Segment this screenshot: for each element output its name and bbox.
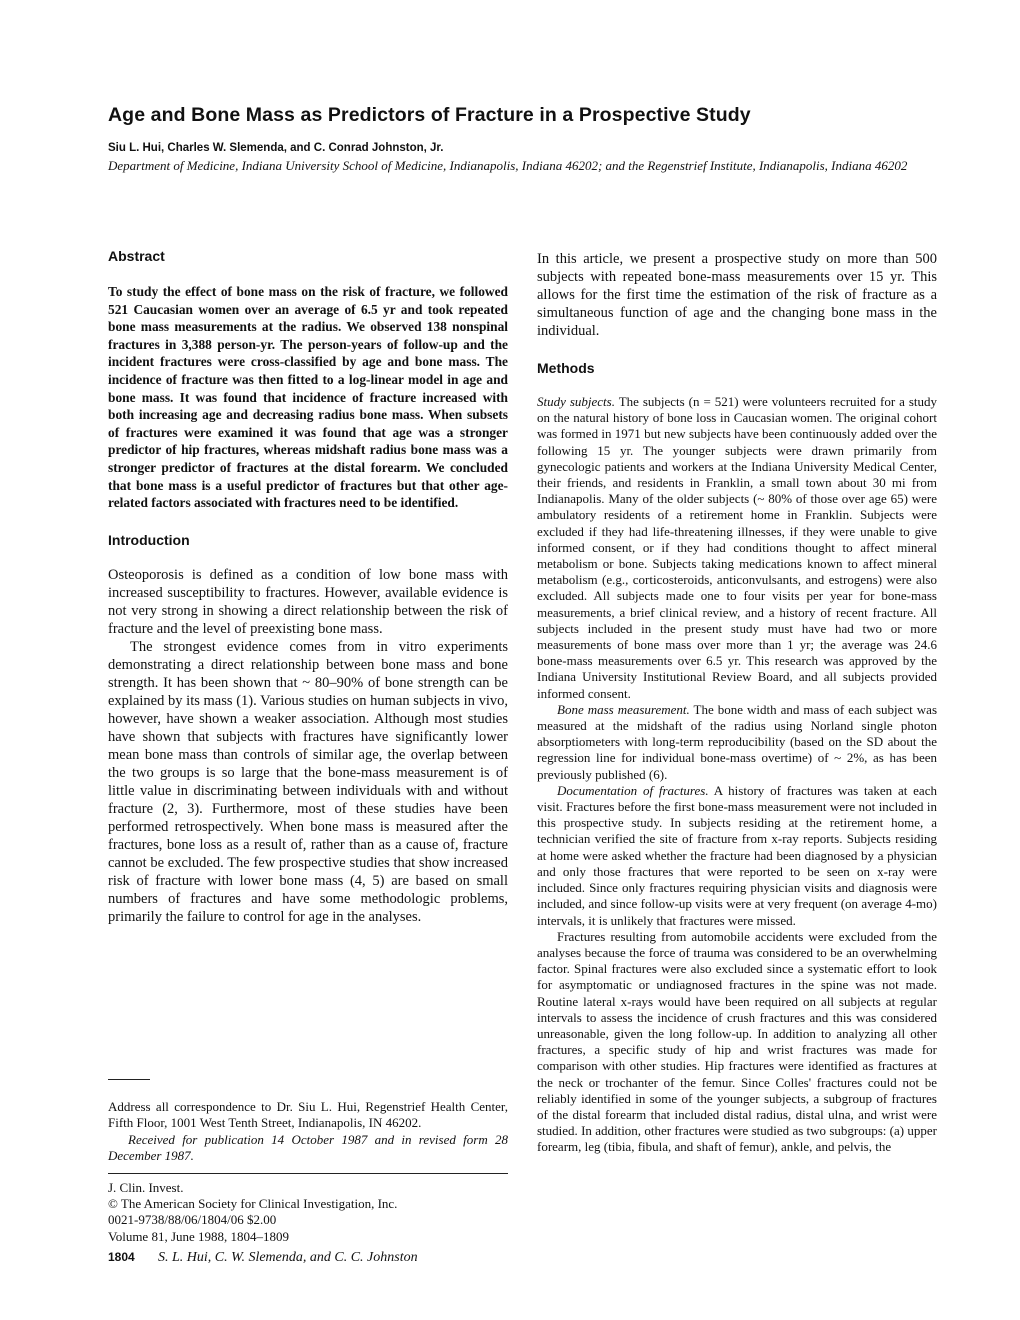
abstract-text: To study the effect of bone mass on the risk of fracture, we followed 521 Caucasian women over an average of 6.5 yr and took repeated bone mass measurements at the radius. We observed 138 nonspinal fractures in 3,388 person-yr. The person-years of follow-up and the incident fractures were cross-classified by age and bone mass. The incidence of fracture was then fitted to a log-linear model in age and bone mass. It was found that incidence of fracture increased with both increasing age and decreasing radius bone mass. When subsets of fractures were examined it was found that age was a stronger predictor of hip fractures, whereas midshaft radius bone mass was a stronger predictor of fractures at the distal forearm. We concluded that bone mass is a useful predictor of fractures but that other age-related factors associated with fractures need to be identified.: [108, 284, 508, 511]
methods-paragraph: [537, 783, 937, 929]
subsection-title: Bone mass measurement.: [557, 701, 690, 717]
paragraph-text: A history of fractures was taken at each visit. Fractures before the first bone-mass measurement were not included in this prospective study. In subjects residing at the retirement home, a technician verified the site of fracture from x-ray reports. Subjects residing at home were asked whether the fracture had been diagnosed by a physician and only those fractures that were reported to be seen on x-ray were included. Since only fractures requiring physician visits and diagnosis were included, and since follow-up visits were at very frequent (on average 4-mo) intervals, it is unlikely that fractures were missed.: [537, 782, 937, 928]
intro-paragraph: In this article, we present a prospective study on more than 500 subjects with repeated bone-mass measurements over 15 yr. This allows for the first time the estimation of the risk of fracture as a simultaneous function of age and the changing bone mass in the individual.: [537, 251, 937, 339]
footnotes: [108, 1079, 508, 1245]
author-list: Siu L. Hui, Charles W. Slemenda, and C. Conrad Johnston, Jr.: [108, 142, 444, 154]
methods-heading: Methods: [537, 360, 595, 376]
footnote-divider: [108, 1079, 150, 1080]
page-number: 1804: [108, 1250, 135, 1264]
journal-name: J. Clin. Invest.: [108, 1179, 184, 1195]
received-note: Received for publication 14 October 1987 and in revised form 28 December 1987.: [108, 1131, 508, 1164]
right-column: [537, 250, 937, 1156]
abstract-heading: Abstract: [108, 248, 165, 264]
paragraph-text: The bone width and mass of each subject was measured at the midshaft of the radius using Norland single photon absorptiometers with long-term reproducibility (based on the SD about the regression line for individual bone-mass overtime) of ~ 2%, as has been previously published (6).: [537, 701, 937, 782]
methods-paragraph: [537, 702, 937, 783]
affiliation: Department of Medicine, Indiana University School of Medicine, Indianapolis, Indiana 46202; and the Regenstrief Institute, Indianapolis, Indiana 46202: [108, 158, 908, 173]
publication-divider: [108, 1173, 508, 1174]
volume-line: Volume 81, June 1988, 1804–1809: [108, 1228, 290, 1244]
correspondence-note: Address all correspondence to Dr. Siu L. Hui, Regenstrief Health Center, Fifth Floor, 1001 West Tenth Street, Indianapolis, IN 46202.: [108, 1099, 508, 1131]
issn-line: 0021-9738/88/06/1804/06 $2.00: [108, 1212, 277, 1228]
subsection-title: Documentation of fractures.: [557, 782, 709, 798]
paragraph-text: Fractures resulting from automobile accidents were excluded from the analyses because the force of trauma was considered to be an overwhelming factor. Spinal fractures were also excluded since a systematic effort to look for asymptomatic or undiagnosed fractures in the spine was not made. Routine lateral x-rays would have been required on all subjects at regular intervals to assess the incidence of crush fractures and this was considered unreasonable, given the long follow-up. In addition to analyzing all other fractures, a specific study of hip and wrist fractures was made for comparison with other studies. Hip fractures were identified as fractures at the neck or trochanter of the femur. Since Colles' fractures could not be reliably identified in some of the younger subjects, a subgroup of fractures of the distal forearm that included distal radius, distal ulna, and wrist were studied. In addition, other fractures were studied as two subgroups: (a) upper forearm, leg (tibia, fibula, and shaft of femur), ankle, and pelvis, the: [537, 928, 937, 1155]
copyright-line: © The American Society for Clinical Investigation, Inc.: [108, 1196, 398, 1212]
intro-paragraph: The strongest evidence comes from in vitro experiments demonstrating a direct relationship between bone mass and bone strength. It has been shown that ~ 80–90% of bone strength can be explained by its mass (1). Various studies on human subjects in vivo, however, have shown a weaker association. Although most studies have shown that subjects with fractures have significantly lower mean bone mass than controls of similar age, the overlap between the two groups is so large that the bone-mass measurement is of little value in discriminating between individuals with and without fracture (2, 3). Furthermore, most of these studies have been performed retrospectively. When bone mass is measured after the fractures, bone loss as a result of, rather than as a cause of, fracture cannot be excluded. The few prospective studies that show increased risk of fracture with lower bone mass (4, 5) are based on small numbers of fractures and have some methodologic problems, primarily the failure to control for age in the analyses.: [108, 638, 508, 925]
left-column: [108, 248, 508, 926]
running-head: S. L. Hui, C. W. Slemenda, and C. C. Johnston: [157, 1250, 418, 1265]
paper-title: Age and Bone Mass as Predictors of Fracture in a Prospective Study: [108, 104, 751, 126]
methods-paragraph: [537, 929, 937, 1156]
introduction-body: [108, 566, 508, 926]
subsection-title: Study subjects.: [537, 394, 615, 409]
introduction-continued: [537, 250, 937, 340]
introduction-heading: Introduction: [108, 531, 190, 548]
paragraph-text: The subjects (n = 521) were volunteers recruited for a study on the natural history of bone loss in Caucasian women. The original cohort was formed in 1971 but new subjects have been continuously added over the following 15 yr. The younger subjects were drawn primarily from gynecologic patients and workers at the Indiana University Medical Center, their friends, and residents in Franklin, a small town about 30 mi from Indianapolis. Many of the older subjects (~ 80% of those over age 65) were ambulatory residents of a retirement home in Franklin. Subjects were excluded if they had life-threatening illnesses, if they were unable to give informed consent, or if they had conditions thought to affect mineral metabolism or bone. Subjects taking medications known to affect mineral metabolism (e.g., corticosteroids, anticonvulsants, and estrogens) were also excluded. All subjects made one to four visits per year for bone-mass measurements, a brief clinical review, and a history of recent fracture. All subjects included in the present study must have had two or more measurements of bone mass over more than 1 yr; the average was 24.6 bone-mass measurements over 6.5 yr. This research was approved by the Indiana University Institutional Review Board, and all subjects provided informed consent.: [537, 394, 937, 701]
methods-body: [537, 394, 937, 1156]
methods-paragraph: [537, 394, 937, 702]
intro-paragraph: Osteoporosis is defined as a condition of low bone mass with increased susceptibility to fractures. However, available evidence is not very strong in showing a direct relationship between the risk of fracture and the level of preexisting bone mass.: [108, 566, 508, 637]
page-footer: [108, 1249, 418, 1266]
